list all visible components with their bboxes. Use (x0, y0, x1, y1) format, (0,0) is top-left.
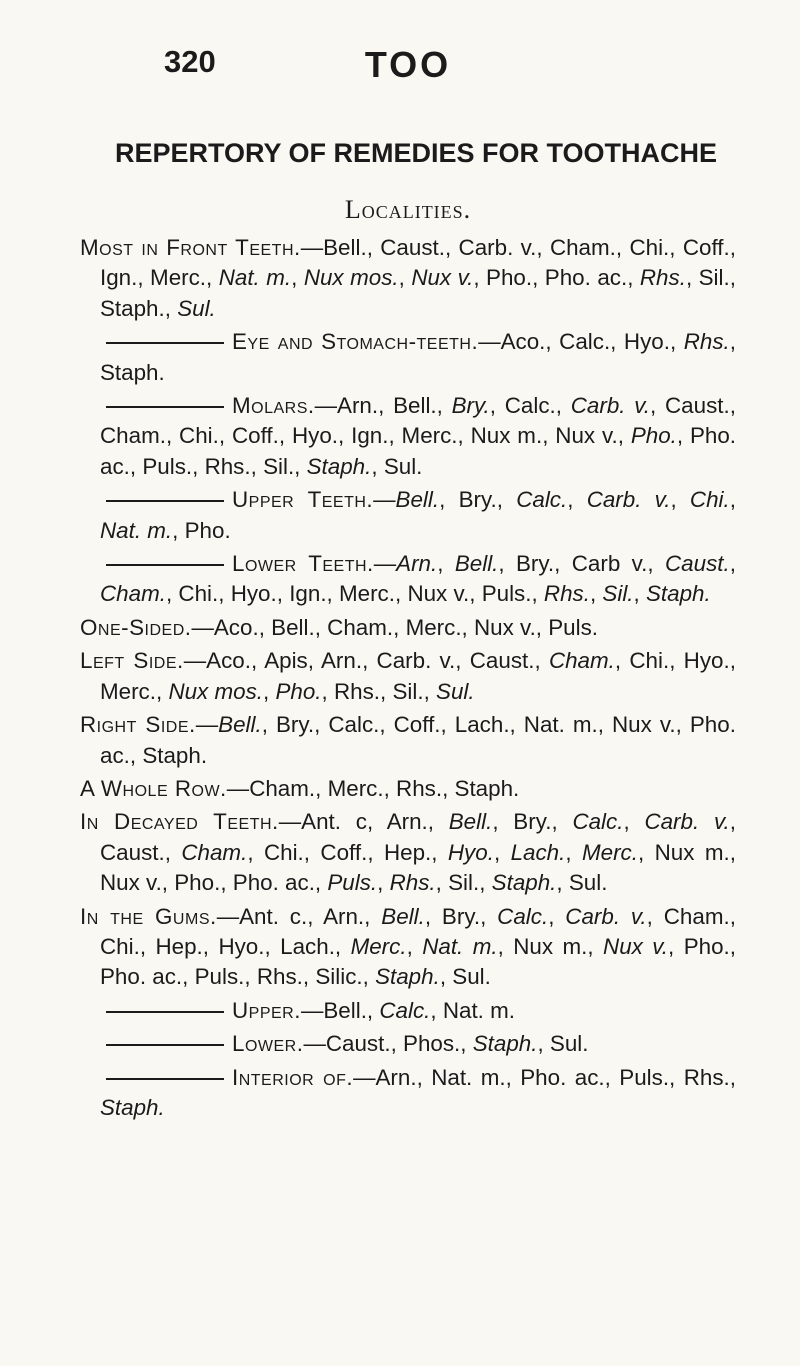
remedy: Nux v. (612, 712, 676, 738)
remedy: Caust. (325, 1031, 391, 1057)
remedy: Coff. (393, 712, 441, 738)
remedy: Hyo. (230, 581, 277, 607)
remedy: Ign. (351, 423, 389, 449)
remedy: Nat. m. (523, 712, 598, 738)
remedy: Coff. (682, 235, 730, 260)
remedy: Cham. (548, 648, 615, 674)
remedy: Sul. (568, 870, 608, 896)
remedy: Cham. (249, 775, 316, 801)
remedy: Pho. ac. (520, 1064, 605, 1090)
remedy: Pho. (184, 517, 231, 543)
remedy: Arn. (396, 551, 438, 577)
repertory-entry: Most in Front Teeth.—Bell., Caust., Carb. v., Cham., Chi., Coff., Ign., Merc., Nat. m., Nux mos., Nux v., Pho., Pho. ac., Rhs., Sil., Staph., Sul. (80, 235, 736, 321)
remedy: Puls. (619, 1064, 670, 1090)
remedy: Hyo. (683, 648, 730, 674)
remedy: Nux mos. (168, 678, 263, 704)
remedy: Arn. (375, 1064, 417, 1090)
remedy: Staph. (100, 295, 165, 321)
remedy: Chi. (179, 423, 219, 449)
remedy: Caust. (380, 235, 445, 260)
remedy: Carb v. (571, 551, 648, 577)
remedy: Sil. (448, 870, 480, 896)
entry-heading: Interior of. (232, 1064, 354, 1090)
remedy: Sul. (436, 678, 475, 704)
remedy: Chi. (629, 648, 670, 674)
entry-heading: In the Gums. (80, 903, 217, 929)
remedy: Hep. (155, 933, 203, 959)
remedy: Sil. (698, 265, 730, 291)
remedy: Calc. (572, 809, 624, 835)
remedy: Nux m. (513, 933, 588, 959)
remedy: Nat. m. (218, 265, 292, 291)
remedy: Pho. (630, 423, 677, 449)
ditto-dash (106, 406, 224, 408)
remedy: Nux v. (411, 265, 474, 291)
remedy: Calc. (559, 329, 611, 355)
remedy: Aco. (206, 648, 251, 674)
remedy: Hyo. (218, 933, 265, 959)
entry-heading: Lower Teeth. (232, 551, 374, 577)
page-header (80, 0, 736, 120)
remedy: Sil. (263, 453, 295, 479)
remedy: Aco. (213, 614, 259, 640)
remedy: Calc. (516, 487, 568, 513)
remedy: Bry. (515, 551, 555, 577)
remedy: Bry. (275, 712, 315, 738)
remedy: Puls. (142, 453, 193, 479)
remedy: Staph. (375, 964, 440, 990)
remedy: Bell. (395, 487, 440, 513)
remedy: Pho. ac. (232, 870, 315, 896)
remedy: Cham. (100, 581, 166, 607)
remedy: Bell. (323, 997, 367, 1023)
ditto-dash (106, 1078, 224, 1080)
remedy: Sul. (177, 295, 216, 321)
remedy: Nat. m. (442, 997, 516, 1023)
entry-heading: Left Side. (80, 648, 184, 674)
remedy: Bell. (393, 393, 437, 419)
repertory-entry: In the Gums.—Ant. c., Arn., Bell., Bry., Calc., Carb. v., Cham., Chi., Hep., Hyo., Lach., Merc., Nat. m., Nux m., Nux v., Pho., Pho. ac., Puls., Rhs., Silic., Staph., Sul. (80, 903, 736, 990)
remedy: Arn. (323, 903, 365, 929)
entry-heading: Upper Teeth. (232, 487, 374, 513)
remedy: Chi. (178, 581, 219, 607)
remedy: Coff. (320, 839, 368, 865)
ditto-dash (106, 500, 224, 502)
remedy: Bell. (448, 809, 493, 835)
remedy: Puls. (548, 614, 599, 640)
remedy: Carb. v. (376, 648, 456, 674)
remedy: Sul. (383, 453, 423, 479)
remedy: Puls. (194, 964, 245, 990)
repertory-entry: Interior of.—Arn., Nat. m., Pho. ac., Puls., Rhs., Staph. (100, 1064, 736, 1120)
remedy: Calc. (497, 903, 549, 929)
remedy: Nux v. (100, 870, 162, 896)
remedy: Bell. (454, 551, 499, 577)
remedy: Nux v. (603, 933, 669, 959)
remedy: Caust. (665, 551, 730, 577)
entry-heading: Upper. (232, 997, 301, 1023)
remedy: Sil. (392, 678, 424, 704)
entry-heading: A Whole Row. (80, 775, 227, 801)
remedy: Bell. (323, 235, 367, 260)
remedy: Puls. (481, 581, 532, 607)
remedy: Ign. (100, 265, 138, 291)
remedy: Pho. ac. (544, 265, 628, 291)
remedy: Caust. (665, 393, 730, 419)
repertory-entry: Left Side.—Aco., Apis, Arn., Carb. v., Caust., Cham., Chi., Hyo., Merc., Nux mos., Pho., Rhs., Sil., Sul. (80, 648, 736, 704)
remedy: Nat. m. (422, 933, 498, 959)
remedy: Staph. (100, 359, 165, 385)
entry-heading: Molars. (232, 393, 315, 419)
remedy: Arn. (337, 393, 379, 419)
ditto-dash (106, 564, 224, 566)
page-title: REPERTORY OF REMEDIES FOR TOOTHACHE (114, 138, 718, 168)
repertory-entry: Upper Teeth.—Bell., Bry., Calc., Carb. v., Chi., Nat. m., Pho. (100, 487, 736, 543)
remedy: Merc. (100, 678, 156, 704)
remedy: Rhs. (683, 329, 730, 355)
remedy: Calc. (328, 712, 380, 738)
remedy: Staph. (645, 581, 711, 607)
remedy: Lach. (454, 712, 510, 738)
ditto-dash (106, 1011, 224, 1013)
ditto-dash (106, 1044, 224, 1046)
repertory-entry: One-Sided.—Aco., Bell., Cham., Merc., Nux v., Puls. (80, 614, 599, 640)
remedy: Carb. v. (644, 809, 730, 835)
remedy: Carb. v. (458, 235, 537, 260)
remedy: Apis (264, 648, 308, 674)
remedy: Puls. (327, 870, 378, 896)
remedy: Calc. (379, 997, 431, 1023)
remedy: Lach. (280, 933, 335, 959)
remedy: Carb. v. (586, 487, 671, 513)
entry-heading: One-Sided. (80, 614, 192, 640)
remedy: Nux v. (407, 581, 470, 607)
remedy: Aco. (500, 329, 546, 355)
remedy: Cham. (100, 423, 166, 449)
remedy: Arn. (386, 809, 428, 835)
remedy: Staph. (142, 742, 208, 768)
remedy: Chi. (689, 487, 730, 513)
remedy: Pho. ac. (100, 712, 736, 768)
remedy: Rhs. (204, 453, 251, 479)
remedy: Nux v. (555, 423, 618, 449)
remedy: Ant. c. (239, 903, 308, 929)
remedy: Carb. v. (565, 903, 647, 929)
remedy: Coff. (231, 423, 279, 449)
remedy: Nux mos. (303, 265, 399, 291)
entry-heading: Lower. (232, 1031, 304, 1057)
section-heading: Localities. (344, 195, 472, 224)
remedy: Staph. (100, 1094, 165, 1120)
remedy: Merc. (327, 775, 384, 801)
remedy: Bry. (513, 809, 552, 835)
remedy: Merc. (405, 614, 462, 640)
remedy: Hyo. (447, 839, 494, 865)
remedy: Chi. (100, 933, 140, 959)
entry-heading: Most in Front Teeth. (80, 235, 301, 260)
remedy: Nat. m. (431, 1064, 506, 1090)
remedy: Staph. (491, 870, 557, 896)
remedy: Chi. (263, 839, 304, 865)
repertory-entries (80, 233, 736, 1123)
remedy: Rhs. (389, 870, 436, 896)
remedy: Caust. (100, 839, 165, 865)
entry-heading: In Decayed Teeth. (80, 809, 279, 835)
page-number: 320 (164, 44, 216, 79)
remedy: Sul. (452, 964, 491, 990)
remedy: Staph. (472, 1031, 538, 1057)
remedy: Cham. (663, 903, 730, 929)
remedy: Nux m. (654, 839, 730, 865)
remedy: Merc. (350, 933, 407, 959)
remedy: Bry. (451, 393, 490, 419)
remedy: Rhs. (683, 1064, 730, 1090)
ditto-dash (106, 342, 224, 344)
remedy: Nux m. (470, 423, 543, 449)
remedy: Sul. (549, 1031, 589, 1057)
repertory-entry: Upper.—Bell., Calc., Nat. m. (80, 996, 736, 1026)
remedy: Merc. (401, 423, 458, 449)
repertory-entry: Eye and Stomach-teeth.—Aco., Calc., Hyo., Rhs., Staph. (100, 329, 736, 385)
remedy: Calc. (504, 393, 556, 419)
remedy: Silic. (315, 964, 363, 990)
remedy: Sil. (602, 581, 634, 607)
remedy: Bell. (218, 712, 262, 738)
remedy: Cham. (327, 614, 394, 640)
remedy: Staph. (454, 775, 520, 801)
remedy: Pho. ac. (100, 964, 183, 990)
remedy: Hep. (383, 839, 432, 865)
remedy: Pho. (683, 933, 730, 959)
remedy: Arn. (320, 648, 363, 674)
remedy: Phos. (403, 1031, 461, 1057)
remedy: Hyo. (291, 423, 338, 449)
remedy: Pho. (174, 870, 221, 896)
remedy: Nat. m. (100, 517, 173, 543)
remedy: Carb. v. (570, 393, 651, 419)
repertory-entry: Molars.—Arn., Bell., Bry., Calc., Carb. v., Caust., Cham., Chi., Coff., Hyo., Ign., Merc., Nux m., Nux v., Pho., Pho. ac., Puls., Rhs., Sil., Staph., Sul. (100, 393, 737, 479)
remedy: Ant. c (301, 809, 367, 835)
repertory-entry: Right Side.—Bell., Bry., Calc., Coff., Lach., Nat. m., Nux v., Pho. ac., Staph. (80, 712, 736, 768)
entry-heading: Eye and Stomach-teeth. (232, 329, 479, 355)
remedy: Rhs. (333, 678, 381, 704)
remedy: Cham. (181, 839, 248, 865)
remedy: Bell. (271, 614, 315, 640)
running-head: TOO (364, 44, 452, 85)
remedy: Merc. (150, 265, 207, 291)
remedy: Rhs. (639, 265, 686, 291)
remedy: Nux v. (474, 614, 536, 640)
repertory-entry: A Whole Row.—Cham., Merc., Rhs., Staph. (80, 775, 520, 801)
remedy: Ign. (289, 581, 327, 607)
remedy: Bell. (381, 903, 425, 929)
remedy: Hyo. (623, 329, 670, 355)
remedy: Merc. (339, 581, 395, 607)
remedy: Pho. ac. (100, 423, 737, 479)
remedy: Chi. (629, 235, 670, 260)
entry-heading: Right Side. (80, 712, 196, 738)
remedy: Caust. (469, 648, 535, 674)
remedy: Bry. (458, 487, 497, 513)
repertory-entry: Lower.—Caust., Phos., Staph., Sul. (80, 1029, 736, 1059)
remedy: Bry. (441, 903, 481, 929)
remedy: Rhs. (256, 964, 303, 990)
repertory-entry: In Decayed Teeth.—Ant. c, Arn., Bell., Bry., Calc., Carb. v., Caust., Cham., Chi., Coff., Hep., Hyo., Lach., Merc., Nux m., Nux v., Pho., Pho. ac., Puls., Rhs., Sil., Staph., Sul. (80, 809, 736, 896)
remedy: Staph. (306, 453, 372, 479)
remedy: Pho. (275, 678, 322, 704)
remedy: Merc. (582, 839, 638, 865)
remedy: Rhs. (543, 581, 590, 607)
remedy: Lach. (510, 839, 566, 865)
remedy: Cham. (549, 235, 616, 260)
repertory-entry: Lower Teeth.—Arn., Bell., Bry., Carb v., Caust., Cham., Chi., Hyo., Ign., Merc., Nux v., Puls., Rhs., Sil., Staph. (100, 551, 736, 607)
remedy: Rhs. (396, 775, 443, 801)
remedy: Pho. (486, 265, 533, 291)
